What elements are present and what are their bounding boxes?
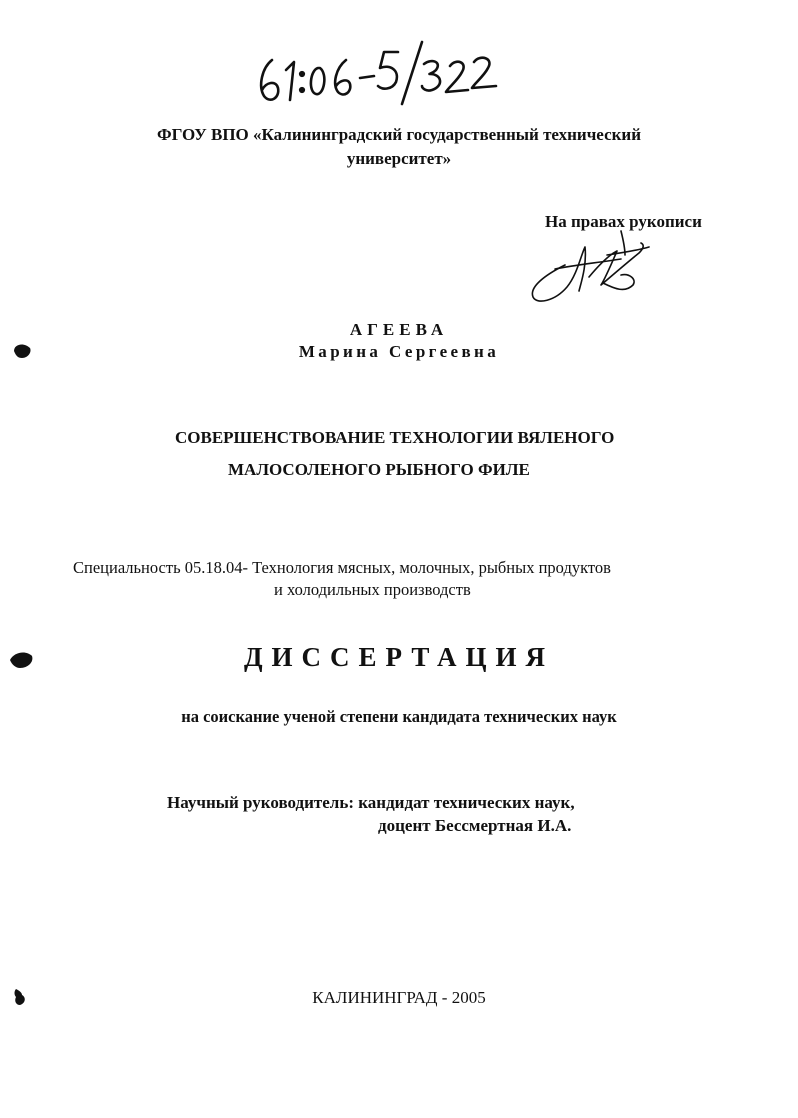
city-year: КАЛИНИНГРАД - 2005 xyxy=(312,988,486,1007)
dissertation-title-line1: СОВЕРШЕНСТВОВАНИЕ ТЕХНОЛОГИИ ВЯЛЕНОГО xyxy=(175,428,615,447)
dissertation-title-line2: МАЛОСОЛЕНОГО РЫБНОГО ФИЛЕ xyxy=(228,460,530,479)
degree-statement: на соискание ученой степени кандидата технических наук xyxy=(181,707,617,726)
supervisor-line2: доцент Бессмертная И.А. xyxy=(378,816,572,835)
rights-note: На правах рукописи xyxy=(545,212,702,231)
institution-name-line1: ФГОУ ВПО «Калининградский государственный технический xyxy=(157,125,641,144)
archive-number-handwritten xyxy=(250,38,510,108)
author-surname: АГЕЕВА xyxy=(349,320,449,339)
institution-name-line2: университет» xyxy=(346,149,452,168)
specialty-line2: и холодильных производств xyxy=(274,580,471,599)
punch-hole-mark-middle xyxy=(8,648,36,672)
author-given-names: Марина Сергеевна xyxy=(298,342,500,361)
author-signature xyxy=(525,225,665,310)
document-type-heading: ДИССЕРТАЦИЯ xyxy=(243,642,555,672)
specialty-line1: Специальность 05.18.04- Технология мясных, молочных, рыбных продуктов xyxy=(73,558,611,577)
supervisor-line1: Научный руководитель: кандидат технических наук, xyxy=(167,793,575,812)
punch-hole-mark-top xyxy=(10,340,34,362)
punch-hole-mark-bottom xyxy=(10,985,32,1009)
